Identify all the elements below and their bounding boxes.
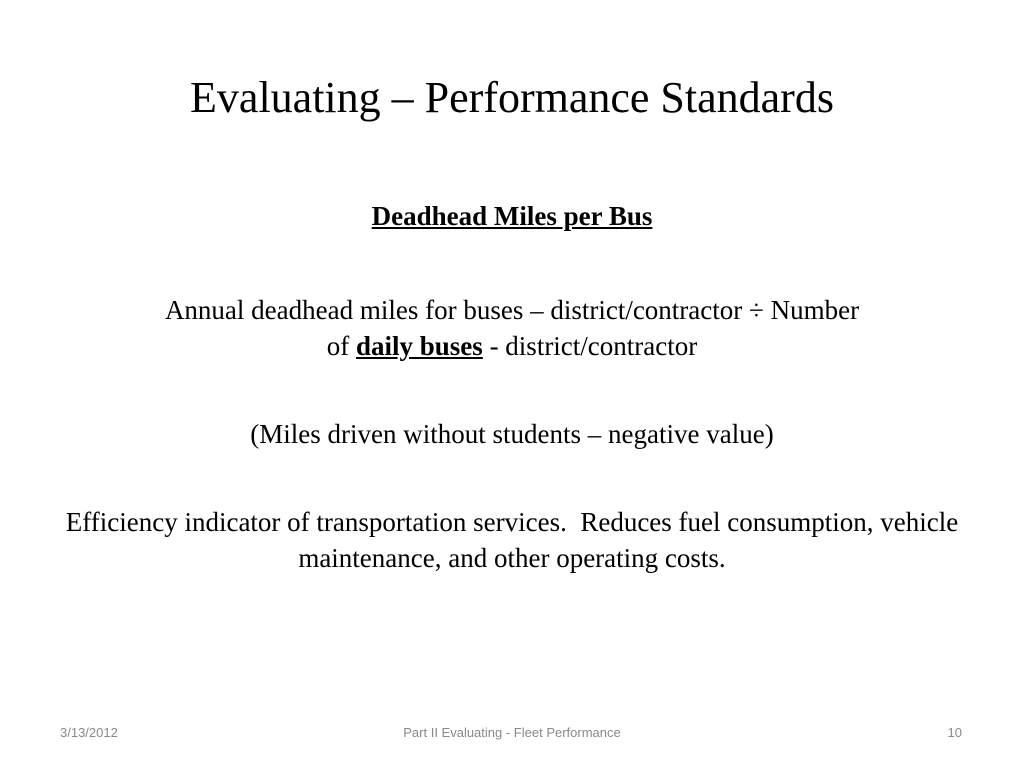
footer-page-number: 10 [947,725,962,740]
section-heading: Deadhead Miles per Bus [371,201,653,231]
formula-emphasis: daily buses [356,331,483,361]
formula-paragraph [60,292,964,364]
slide-body [60,198,964,576]
efficiency-paragraph: Efficiency indicator of transportation services. Reduces fuel consumption, vehicle maintenance, and other operating costs. [65,507,965,573]
footer-title: Part II Evaluating - Fleet Performance [403,725,621,740]
formula-line-2-suffix: - district/contractor [482,331,698,361]
slide-title: Evaluating – Performance Standards [190,73,834,122]
footer-date: 3/13/2012 [60,725,118,740]
formula-line-1: Annual deadhead miles for buses – district/contractor ÷ Number [164,295,860,325]
note-paragraph: (Miles driven without students – negative value) [250,419,774,449]
formula-line-2-prefix: of [326,331,350,361]
